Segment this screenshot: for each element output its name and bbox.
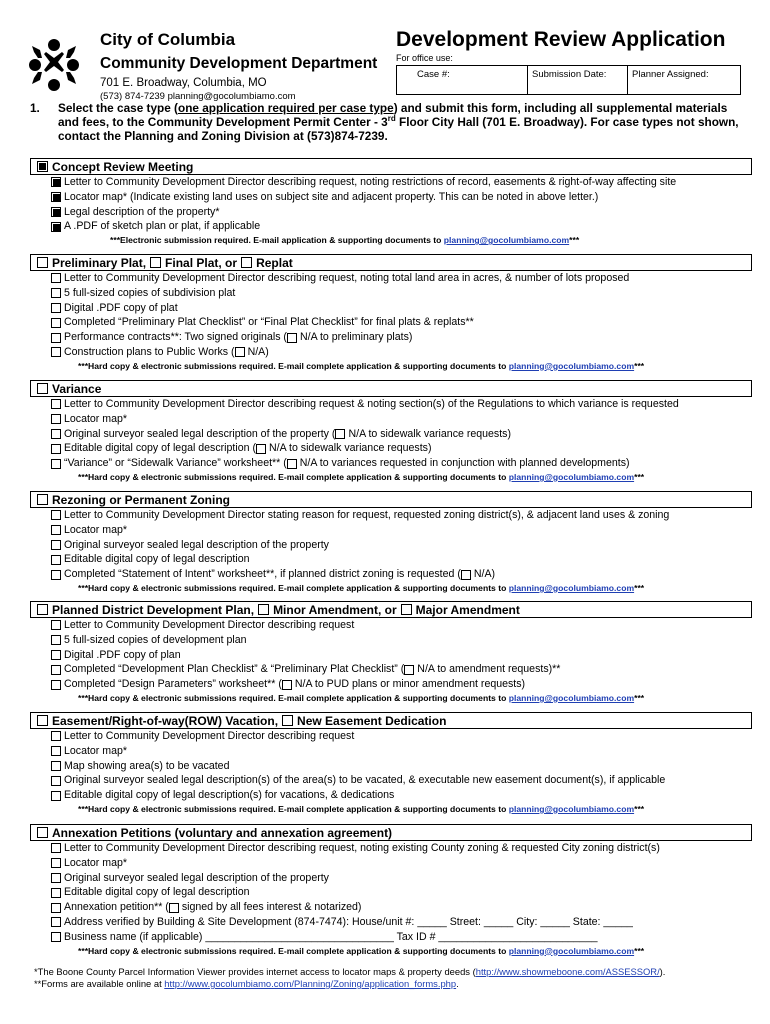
exemption-checkbox[interactable] xyxy=(282,680,292,690)
case-type-label: Rezoning or Permanent Zoning xyxy=(52,492,231,507)
requirement-text: Editable digital copy of legal description ( xyxy=(64,442,256,455)
case-type-label: Replat xyxy=(256,255,293,270)
requirement-checkbox[interactable] xyxy=(51,273,61,283)
requirement-checkbox[interactable] xyxy=(51,429,61,439)
requirement-item xyxy=(51,427,752,442)
case-number-field[interactable]: Case #: xyxy=(397,66,528,94)
requirement-text: Original surveyor sealed legal description of the property xyxy=(64,538,329,551)
requirement-text: Completed “Development Plan Checklist” & “Preliminary Plat Checklist” ( xyxy=(64,663,405,676)
requirement-item xyxy=(51,648,752,663)
requirement-item xyxy=(51,345,752,360)
requirement-text: Letter to Community Development Director describing request, noting restrictions of record, easements & right-of-way affecting site xyxy=(64,176,677,188)
requirement-list xyxy=(30,175,752,234)
submission-note: ***Hard copy & electronic submissions required. E-mail complete application & supporting documents to planning@gocolumbiamo.com*** xyxy=(78,471,645,482)
planner-assigned-field[interactable]: Planner Assigned: xyxy=(632,69,709,80)
section-header xyxy=(30,712,752,729)
requirement-list xyxy=(30,397,752,471)
case-type-checkbox[interactable] xyxy=(37,257,48,268)
footnote-forms: **Forms are available online at http://www.gocolumbiamo.com/Planning/Zoning/application_forms.php. xyxy=(34,978,459,989)
requirement-item xyxy=(51,885,752,900)
requirement-text: Locator map* (Indicate existing land uses on subject site and adjacent property. This can be noted in above letter.) xyxy=(64,190,599,203)
forms-link[interactable]: http://www.gocolumbiamo.com/Planning/Zoning/application_forms.php xyxy=(164,978,457,989)
department-address: 701 E. Broadway, Columbia, MO xyxy=(100,77,267,89)
requirement-text: Completed “Statement of Intent” worksheet**, if planned district zoning is requested ( xyxy=(64,568,461,581)
requirement-text: Construction plans to Public Works ( xyxy=(64,345,235,358)
section-header xyxy=(30,824,752,841)
requirement-item xyxy=(51,205,752,220)
requirement-checkbox[interactable] xyxy=(51,570,61,580)
requirement-text: Locator map* xyxy=(64,744,128,757)
requirement-item xyxy=(51,412,752,427)
requirement-item xyxy=(51,618,752,633)
requirement-item xyxy=(51,841,752,856)
requirement-text: Map showing area(s) to be vacated xyxy=(64,759,230,772)
submission-note: ***Hard copy & electronic submissions required. E-mail complete application & supporting documents to planning@gocolumbiamo.com*** xyxy=(78,360,645,371)
requirement-checkbox[interactable] xyxy=(51,444,61,454)
section-header xyxy=(30,491,752,508)
requirement-text: Digital .PDF copy of plat xyxy=(64,301,178,314)
exemption-text: N/A to amendment requests)** xyxy=(417,663,561,676)
requirement-item xyxy=(51,930,752,945)
requirement-list xyxy=(30,618,752,692)
instruction-text: Select the case type (one application required per case type) and submit this form, including all supplemental materials and fees, to the Community Development Permit Center - 3rd Floor City Hall (701 E. Broadway). For case types not shown, contact the Planning and Zoning Division at (573)874-7239. xyxy=(58,101,739,143)
instruction-number: 1. xyxy=(30,101,40,115)
exemption-text: N/A) xyxy=(473,568,496,581)
requirement-checkbox[interactable] xyxy=(51,333,61,343)
submission-note: ***Electronic submission required. E-mail application & supporting documents to planning@gocolumbiamo.com*** xyxy=(110,235,580,246)
exemption-checkbox[interactable] xyxy=(235,347,245,357)
case-type-checkbox[interactable] xyxy=(258,604,269,615)
requirement-text: Locator map* xyxy=(64,856,128,869)
requirement-checkbox[interactable] xyxy=(51,665,61,675)
case-type-label: Annexation Petitions (voluntary and annexation agreement) xyxy=(52,825,393,840)
requirement-text: Locator map* xyxy=(64,523,128,536)
requirement-checkbox[interactable] xyxy=(51,888,61,898)
requirement-text: Editable digital copy of legal description xyxy=(64,553,250,566)
case-type-label: Concept Review Meeting xyxy=(52,159,194,174)
case-type-label: Easement/Right-of-way(ROW) Vacation, xyxy=(52,713,279,728)
case-type-checkbox[interactable] xyxy=(37,604,48,615)
requirement-checkbox[interactable] xyxy=(51,761,61,771)
requirement-item xyxy=(51,508,752,523)
requirement-checkbox[interactable] xyxy=(51,510,61,520)
case-type-option[interactable] xyxy=(37,382,101,396)
case-type-option[interactable] xyxy=(37,826,392,840)
case-type-section xyxy=(30,601,752,704)
requirement-text: 5 full-sized copies of subdivision plat xyxy=(64,286,236,299)
requirement-item xyxy=(51,677,752,692)
office-use-label: For office use: xyxy=(396,53,453,63)
requirement-item xyxy=(51,219,752,234)
requirement-item xyxy=(51,523,752,538)
section-header xyxy=(30,158,752,175)
case-type-section xyxy=(30,380,752,483)
requirement-text: Locator map* xyxy=(64,412,128,425)
exemption-text: N/A to variances requested in conjunction with planned developments) xyxy=(299,457,630,470)
requirement-checkbox[interactable] xyxy=(51,177,61,187)
requirement-checkbox[interactable] xyxy=(51,858,61,868)
requirement-checkbox[interactable] xyxy=(51,555,61,565)
requirement-checkbox[interactable] xyxy=(51,791,61,801)
requirement-checkbox[interactable] xyxy=(51,222,61,232)
requirement-checkbox[interactable] xyxy=(51,288,61,298)
requirement-checkbox[interactable] xyxy=(51,192,61,202)
requirement-item xyxy=(51,759,752,774)
requirement-checkbox[interactable] xyxy=(51,540,61,550)
case-type-checkbox[interactable] xyxy=(37,161,48,172)
submission-note: ***Hard copy & electronic submissions required. E-mail complete application & supporting documents to planning@gocolumbiamo.com*** xyxy=(78,803,645,814)
requirement-item xyxy=(51,788,752,803)
planning-email-link[interactable]: planning@gocolumbiamo.com xyxy=(508,803,635,814)
requirement-item xyxy=(51,456,752,471)
city-name: City of Columbia xyxy=(100,30,236,49)
case-type-label: New Easement Dedication xyxy=(297,713,447,728)
requirement-text: Editable digital copy of legal description xyxy=(64,886,250,899)
requirement-text: Letter to Community Development Director stating reason for request, requested zoning district(s), & adjacent land uses & zoning xyxy=(64,509,670,521)
submission-date-field[interactable]: Submission Date: xyxy=(528,66,628,94)
submission-note: ***Hard copy & electronic submissions required. E-mail complete application & supporting documents to planning@gocolumbiamo.com*** xyxy=(78,582,645,593)
exemption-checkbox[interactable] xyxy=(256,444,266,454)
case-type-checkbox[interactable] xyxy=(37,827,48,838)
case-type-option[interactable] xyxy=(37,256,146,270)
requirement-checkbox[interactable] xyxy=(51,650,61,660)
requirement-checkbox[interactable] xyxy=(51,903,61,913)
case-type-option[interactable] xyxy=(37,493,230,507)
requirement-text: Business name (if applicable) ________________________________ Tax ID # ___________________________ xyxy=(64,930,598,943)
section-header xyxy=(30,380,752,397)
office-use-table xyxy=(396,65,741,95)
requirement-text: Letter to Community Development Director describing request & noting section(s) of the Regulations to which variance is requested xyxy=(64,398,679,410)
case-type-section xyxy=(30,158,752,246)
footnote-locator: *The Boone County Parcel Information Viewer provides internet access to locator maps & property deeds (http://www.showmeboone.com/ASSESSOR/). xyxy=(34,966,666,977)
requirement-checkbox[interactable] xyxy=(51,303,61,313)
requirement-text: Address verified by Building & Site Development (874-7474): House/unit #: _____ Street: _____ City: _____ State: _____ xyxy=(64,915,633,928)
exemption-checkbox[interactable] xyxy=(461,570,471,580)
case-type-option[interactable] xyxy=(150,256,237,270)
requirement-checkbox[interactable] xyxy=(51,525,61,535)
requirement-checkbox[interactable] xyxy=(51,680,61,690)
exemption-text: N/A to preliminary plats) xyxy=(299,331,413,344)
requirement-item xyxy=(51,567,752,582)
requirement-item xyxy=(51,397,752,412)
case-type-option[interactable] xyxy=(241,256,293,270)
requirement-checkbox[interactable] xyxy=(51,776,61,786)
exemption-checkbox[interactable] xyxy=(287,333,297,343)
department-contact: (573) 874-7239 planning@gocolumbiamo.com xyxy=(100,91,296,102)
requirement-item xyxy=(51,286,752,301)
case-type-section xyxy=(30,824,752,957)
requirement-list xyxy=(30,508,752,582)
requirement-item xyxy=(51,301,752,316)
planning-email-link[interactable]: planning@gocolumbiamo.com xyxy=(443,235,570,246)
case-type-checkbox[interactable] xyxy=(150,257,161,268)
case-type-checkbox[interactable] xyxy=(401,604,412,615)
submission-note: ***Hard copy & electronic submissions required. E-mail complete application & supporting documents to planning@gocolumbiamo.com*** xyxy=(78,692,645,703)
requirement-text: Letter to Community Development Director describing request xyxy=(64,619,355,631)
case-type-checkbox[interactable] xyxy=(37,383,48,394)
exemption-checkbox[interactable] xyxy=(287,459,297,469)
requirement-checkbox[interactable] xyxy=(51,318,61,328)
assessor-link[interactable]: http://www.showmeboone.com/ASSESSOR/ xyxy=(475,966,660,977)
section-header xyxy=(30,254,752,271)
exemption-text: N/A to PUD plans or minor amendment requests) xyxy=(294,678,526,691)
planning-email-link[interactable]: planning@gocolumbiamo.com xyxy=(508,471,635,482)
requirement-checkbox[interactable] xyxy=(51,347,61,357)
department-name: Community Development Department xyxy=(100,55,378,72)
requirement-text: “Variance” or “Sidewalk Variance” worksheet** ( xyxy=(64,457,287,470)
exemption-text: signed by all fees interest & notarized) xyxy=(181,901,362,914)
case-type-option[interactable] xyxy=(258,603,397,617)
case-type-label: Planned District Development Plan, xyxy=(52,602,255,617)
requirement-item xyxy=(51,744,752,759)
requirement-checkbox[interactable] xyxy=(51,843,61,853)
requirement-item xyxy=(51,538,752,553)
case-type-label: Final Plat, or xyxy=(165,255,238,270)
requirement-item xyxy=(51,315,752,330)
case-type-label: Major Amendment xyxy=(415,602,520,617)
case-type-label: Preliminary Plat, xyxy=(52,255,147,270)
requirement-text: Digital .PDF copy of plan xyxy=(64,648,181,661)
requirement-checkbox[interactable] xyxy=(51,414,61,424)
requirement-list xyxy=(30,271,752,360)
requirement-text: Original surveyor sealed legal description of the property ( xyxy=(64,427,336,440)
requirement-checkbox[interactable] xyxy=(51,932,61,942)
requirement-checkbox[interactable] xyxy=(51,873,61,883)
case-type-label: Variance xyxy=(52,381,102,396)
case-type-option[interactable] xyxy=(37,714,278,728)
requirement-item xyxy=(51,729,752,744)
requirement-item xyxy=(51,175,752,190)
requirement-item xyxy=(51,441,752,456)
exemption-text: N/A to sidewalk variance requests) xyxy=(268,442,432,455)
exemption-checkbox[interactable] xyxy=(335,429,345,439)
planning-email-link[interactable]: planning@gocolumbiamo.com xyxy=(508,692,635,703)
exemption-text: N/A to sidewalk variance requests) xyxy=(348,427,511,440)
requirement-item xyxy=(51,871,752,886)
requirement-text: Annexation petition** ( xyxy=(64,901,169,914)
requirement-text: Original surveyor sealed legal description(s) of the area(s) to be vacated, & executable new easement document(s), if applicable xyxy=(64,774,666,787)
requirement-text: Letter to Community Development Director describing request, noting existing County zoning & requested City zoning district(s) xyxy=(64,842,660,854)
case-type-checkbox[interactable] xyxy=(37,715,48,726)
requirement-checkbox[interactable] xyxy=(51,620,61,630)
section-header xyxy=(30,601,752,618)
requirement-text: A .PDF of sketch plan or plat, if applicable xyxy=(64,220,261,233)
case-type-checkbox[interactable] xyxy=(241,257,252,268)
department-header xyxy=(100,30,377,103)
requirement-list xyxy=(30,841,752,945)
page-title: Development Review Application xyxy=(396,28,726,51)
requirement-item xyxy=(51,773,752,788)
planning-email-link[interactable]: planning@gocolumbiamo.com xyxy=(508,360,635,371)
case-type-option[interactable] xyxy=(282,714,446,728)
requirement-item xyxy=(51,330,752,345)
planning-email-link[interactable]: planning@gocolumbiamo.com xyxy=(508,582,635,593)
requirement-item xyxy=(51,190,752,205)
requirement-text: Original surveyor sealed legal description of the property xyxy=(64,871,329,884)
requirement-checkbox[interactable] xyxy=(51,731,61,741)
requirement-item xyxy=(51,633,752,648)
requirement-item xyxy=(51,662,752,677)
requirement-item xyxy=(51,552,752,567)
submission-note: ***Hard copy & electronic submissions required. E-mail complete application & supporting documents to planning@gocolumbiamo.com*** xyxy=(78,945,645,956)
requirement-item xyxy=(51,271,752,286)
requirement-text: Completed “Preliminary Plat Checklist” or “Final Plat Checklist” for final plats & replats** xyxy=(64,316,474,329)
requirement-checkbox[interactable] xyxy=(51,635,61,645)
exemption-checkbox[interactable] xyxy=(404,665,414,675)
requirement-checkbox[interactable] xyxy=(51,207,61,217)
case-type-section xyxy=(30,491,752,594)
requirement-checkbox[interactable] xyxy=(51,459,61,469)
case-type-section xyxy=(30,254,752,372)
requirement-checkbox[interactable] xyxy=(51,746,61,756)
case-type-label: Minor Amendment, or xyxy=(273,602,397,617)
requirement-item xyxy=(51,856,752,871)
requirement-text: Letter to Community Development Director describing request xyxy=(64,730,355,742)
case-type-checkbox[interactable] xyxy=(282,715,293,726)
requirement-text: Letter to Community Development Director describing request, noting total land area in acres, & number of lots proposed xyxy=(64,272,630,284)
requirement-text: Editable digital copy of legal description(s) for vacations, & dedications xyxy=(64,789,395,802)
requirement-checkbox[interactable] xyxy=(51,917,61,927)
case-type-option[interactable] xyxy=(401,603,520,617)
requirement-text: Completed “Design Parameters” worksheet** ( xyxy=(64,678,282,691)
case-type-checkbox[interactable] xyxy=(37,494,48,505)
exemption-text: N/A) xyxy=(247,345,269,358)
requirement-item xyxy=(51,900,752,915)
case-type-option[interactable] xyxy=(37,160,193,174)
requirement-checkbox[interactable] xyxy=(51,399,61,409)
requirement-text: 5 full-sized copies of development plan xyxy=(64,633,247,646)
requirement-text: Legal description of the property* xyxy=(64,205,220,218)
city-of-columbia-logo-icon xyxy=(28,36,80,94)
exemption-checkbox[interactable] xyxy=(169,903,179,913)
requirement-text: Performance contracts**: Two signed originals ( xyxy=(64,331,287,344)
application-header xyxy=(396,28,741,95)
instructions xyxy=(30,101,750,143)
case-type-option[interactable] xyxy=(37,603,254,617)
planning-email-link[interactable]: planning@gocolumbiamo.com xyxy=(508,945,635,956)
requirement-item xyxy=(51,915,752,930)
case-type-section xyxy=(30,712,752,815)
footnotes xyxy=(34,966,665,990)
requirement-list xyxy=(30,729,752,803)
